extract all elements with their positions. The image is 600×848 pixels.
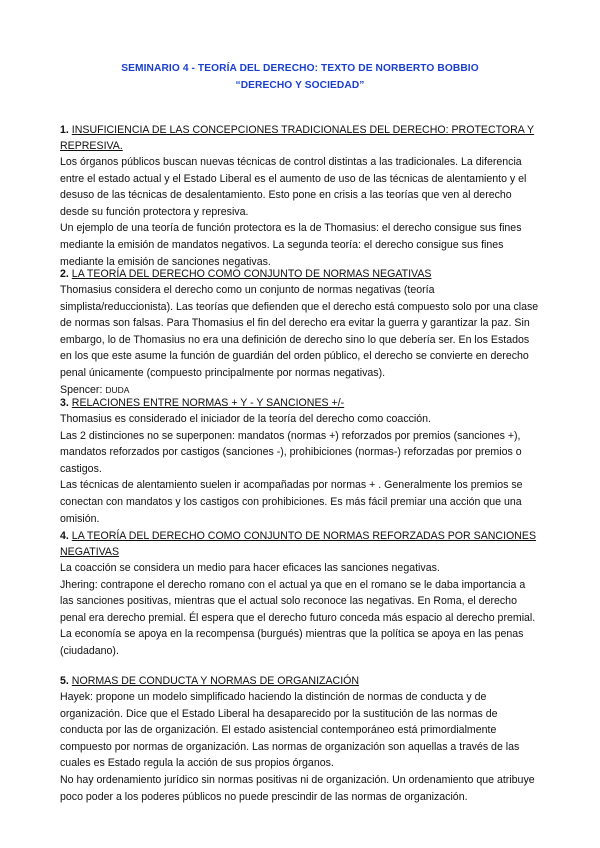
section-5-body (60, 689, 540, 805)
section-1-paragraph-1: Los órganos públicos buscan nuevas técnicas de control distintas a las tradicionales. La diferencia entre el estado actual y el Estado Liberal es el aumento de uso de las técnicas de alentamiento y el desuso de las técnicas de desalentamiento. Esto pone en crisis a las teorías que ven al derecho desde su función protectora y represiva. (60, 156, 527, 218)
section-3-paragraph-3: Las técnicas de alentamiento suelen ir acompañadas por normas + . Generalmente los premios se conectan con mandatos y los castigos con prohibiciones. Es más fácil premiar una acción que una omisión. (60, 479, 523, 525)
section-4-paragraph-3: La economía se apoya en la recompensa (burgués) mientras que la política se apoya en las penas (ciudadano). (60, 628, 524, 657)
section-3-paragraph-2: Las 2 distinciones no se superponen: mandatos (normas +) reforzados por premios (sanciones +), mandatos reforzados por castigos (sanciones -), prohibiciones (normas-) reforzadas por premios o castigos. (60, 429, 522, 475)
section-1-number: 1. (60, 124, 69, 136)
section-1 (60, 122, 540, 270)
document-subtitle: “DERECHO Y SOCIEDAD” (235, 80, 365, 91)
section-1-paragraph-2: Un ejemplo de una teoría de función protectora es la de Thomasius: el derecho consigue sus fines mediante la emisión de mandatos negativos. La segunda teoría: el derecho consigue sus fines mediante la emisión de sanciones negativas. (60, 222, 522, 268)
section-4-paragraph-1: La coacción se considera un medio para hacer eficaces las sanciones negativas. (60, 562, 440, 574)
section-4-paragraph-2: Jhering: contrapone el derecho romano con el actual ya que en el romano se le daba importancia a las sanciones positivas, mientras que el actual solo reconoce las negativas. En Roma, el derecho penal era derecho premial. Él espera que el derecho futuro conceda más espacio al derecho premial. (60, 578, 536, 624)
section-2-heading-text: LA TEORÍA DEL DERECHO COMO CONJUNTO DE NORMAS NEGATIVAS (71, 268, 432, 280)
section-5-number: 5. (60, 675, 69, 687)
section-3-heading-text: RELACIONES ENTRE NORMAS + Y - Y SANCIONES +/- (71, 397, 345, 409)
section-5-heading (60, 673, 540, 689)
spencer-note: DUDA (105, 384, 130, 395)
section-4-body (60, 560, 540, 660)
section-4-number: 4. (60, 530, 69, 542)
section-5-heading-text: NORMAS DE CONDUCTA Y NORMAS DE ORGANIZACIÓN (71, 675, 360, 687)
section-3-paragraph-1: Thomasius es considerado el iniciador de la teoría del derecho como coacción. (60, 413, 431, 425)
section-2-number: 2. (60, 268, 69, 280)
section-3-heading (60, 395, 540, 411)
section-4 (60, 528, 540, 660)
section-1-heading (60, 122, 540, 154)
section-4-heading (60, 528, 540, 560)
section-5-paragraph-1: Hayek: propone un modelo simplificado haciendo la distinción de normas de conducta y de organización. Dice que el Estado Liberal ha desaparecido por la sustitución de las normas de conducta por las de organización. El estado asistencial contemporáneo está primordialmente compuesto por normas de organización. Las normas de organización son aquellas a través de las cuales es Estado regula la acción de sus propios órganos. (60, 691, 520, 770)
section-3 (60, 395, 540, 527)
section-3-number: 3. (60, 397, 69, 409)
section-2-paragraph-1: Thomasius considera el derecho como un conjunto de normas negativas (teoría simplista/reduccionista). Las teorías que defienden que el derecho está compuesto solo por una clase de normas son falsas. Para Thomasius el fin del derecho era evitar la guerra y garantizar la paz. Sin embargo, lo de Thomasius no era una definición de derecho sino lo que debería ser. En los Estados en los que este asume la función de guardián del orden público, el derecho se convierte en derecho penal únicamente (compuesto principalmente por normas negativas). (60, 284, 539, 379)
section-4-heading-text: LA TEORÍA DEL DERECHO COMO CONJUNTO DE NORMAS REFORZADAS POR SANCIONES NEGATIVAS (60, 530, 537, 558)
section-1-heading-text: INSUFICIENCIA DE LAS CONCEPCIONES TRADICIONALES DEL DERECHO: PROTECTORA Y REPRESIVA. (60, 124, 535, 152)
section-3-body (60, 411, 540, 527)
document-title: SEMINARIO 4 - TEORÍA DEL DERECHO: TEXTO DE NORBERTO BOBBIO (121, 63, 479, 74)
spencer-label: Spencer: (60, 383, 103, 396)
section-2 (60, 266, 540, 398)
section-2-heading (60, 266, 540, 282)
section-5-paragraph-2: No hay ordenamiento jurídico sin normas positivas ni de organización. Un ordenamiento que atribuye poco poder a los poderes públicos no puede prescindir de las normas de organización. (60, 773, 535, 803)
section-5 (60, 673, 540, 805)
section-1-body (60, 154, 540, 270)
section-2-body (60, 282, 540, 398)
